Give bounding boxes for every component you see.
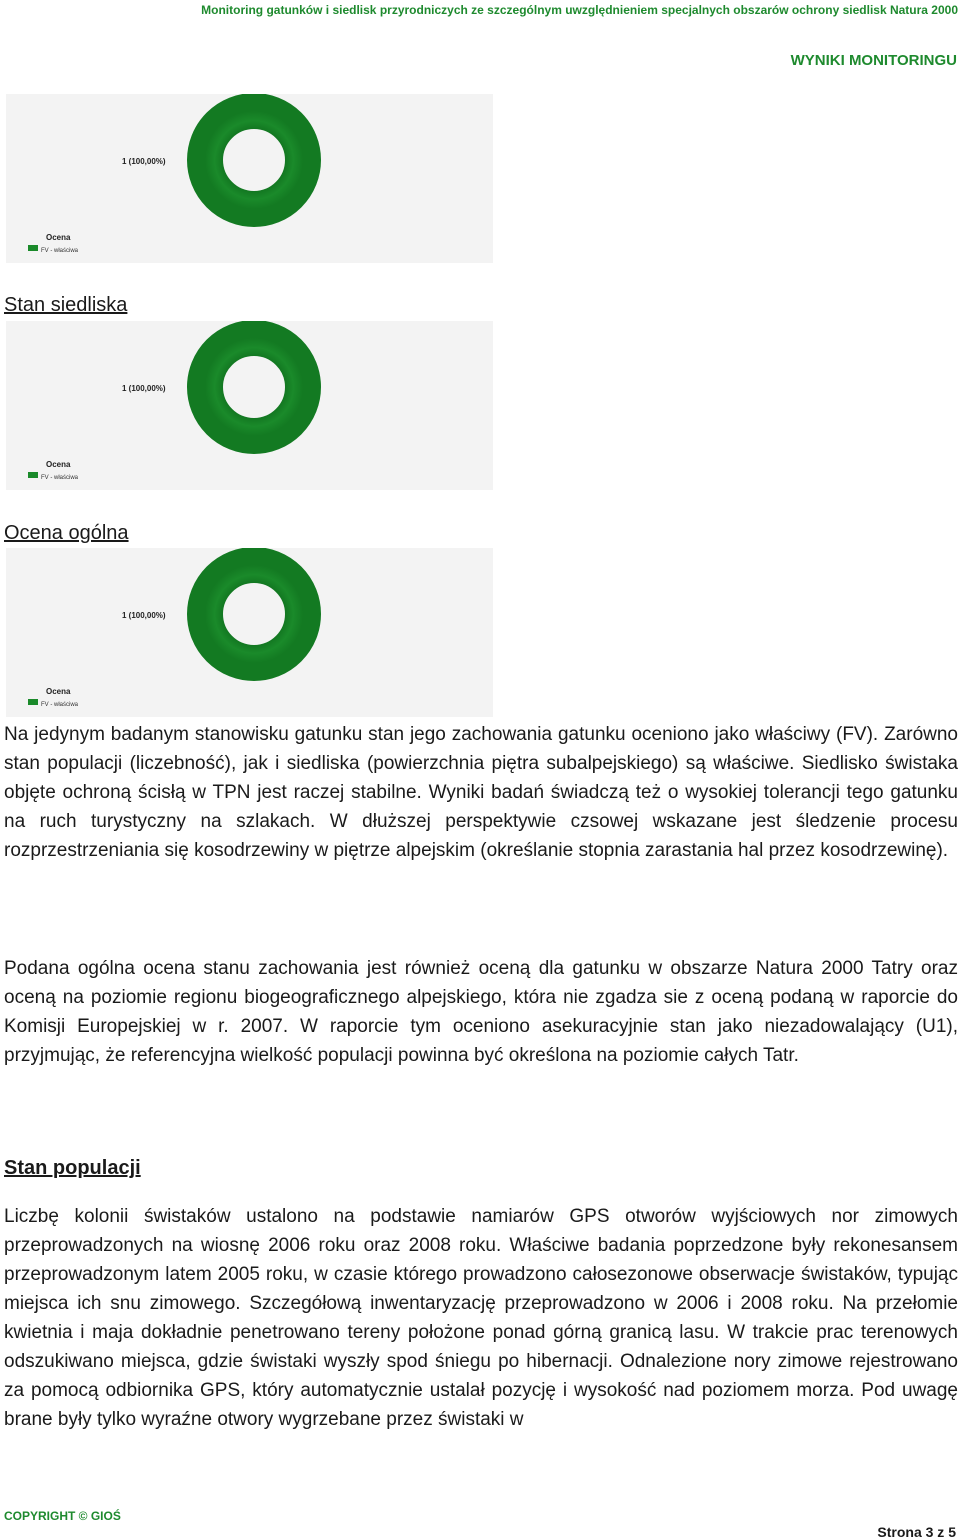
donut-data-label: 1 (100,00%) <box>122 384 166 393</box>
document-title-header: Monitoring gatunków i siedlisk przyrodniczych ze szczególnym uwzględnieniem specjalnych obszarów ochrony siedlisk Natura 2000 <box>201 3 958 17</box>
donut-chart-svg <box>6 321 493 490</box>
paragraph-natura: Podana ogólna ocena stanu zachowania jest również oceną dla gatunku w obszarze Natura 2000 Tatry oraz oceną na poziomie regionu biogeograficznego alpejskiego, która nie zgadza sie z oceną podaną w raporcie do Komisji Europejskiej w r. 2007. W raporcie tym oceniono asekuracyjnie stan jako niezadowalający (U1), przyjmując, że referencyjna wielkość populacji powinna być określona na poziomie całych Tatr. <box>4 958 958 1066</box>
legend-title: Ocena <box>46 687 71 696</box>
donut-slice-fv <box>205 338 303 436</box>
legend-swatch-fv <box>28 699 38 705</box>
page-number: Strona 3 z 5 <box>877 1524 956 1540</box>
legend-swatch-fv <box>28 245 38 251</box>
donut-chart-svg <box>6 548 493 717</box>
legend-item-fv: FV - właściwa <box>41 475 79 481</box>
donut-chart-overall <box>6 548 493 717</box>
legend-title: Ocena <box>46 460 71 469</box>
donut-data-label: 1 (100,00%) <box>122 611 166 620</box>
donut-chart-habitat <box>6 321 493 490</box>
donut-chart-population <box>6 94 493 263</box>
overall-assessment-link[interactable]: Ocena ogólna <box>4 522 129 544</box>
donut-slice-fv <box>205 111 303 209</box>
legend-swatch-fv <box>28 472 38 478</box>
donut-data-label: 1 (100,00%) <box>122 157 166 166</box>
legend-item-fv: FV - właściwa <box>41 248 79 254</box>
donut-chart-svg <box>6 94 493 263</box>
section-header: WYNIKI MONITORINGU <box>790 52 957 69</box>
habitat-state-link[interactable]: Stan siedliska <box>4 294 128 316</box>
population-heading: Stan populacji <box>4 1157 141 1179</box>
paragraph-assessment: Na jedynym badanym stanowisku gatunku stan jego zachowania gatunku oceniono jako właściwy (FV). Zarówno stan populacji (liczebność), jak i siedliska (powierzchnia piętra subalpejskiego) są właściwe. Siedlisko świstaka objęte ochroną ścisłą w TPN jest raczej stabilne. Wyniki badań świadczą też o wysokiej tolerancji tego gatunku na ruch turystyczny na szlakach. W dłuższej perspektywie czsowej wskazane jest śledzenie procesu rozprzestrzeniania się kosodrzewiny w piętrze alpejskim (określanie stopnia zarastania hal przez kosodrzewinę). <box>4 724 958 861</box>
legend-title: Ocena <box>46 233 71 242</box>
donut-slice-fv <box>205 565 303 663</box>
legend-item-fv: FV - właściwa <box>41 702 79 708</box>
copyright-footer: COPYRIGHT © GIOŚ <box>4 1509 121 1523</box>
paragraph-population: Liczbę kolonii świstaków ustalono na podstawie namiarów GPS otworów wyjściowych nor zimowych przeprowadzonych na wiosnę 2006 roku oraz 2008 roku. Właściwe badania poprzedzone były rekonesansem przeprowadzonym latem 2005 roku, w czasie którego prowadzono całosezonowe obserwacje świstaków, typując miejsca ich snu zimowego. Szczegółową inwentaryzację przeprowadzono w 2006 i 2008 roku. Na przełomie kwietnia i maja dokładnie penetrowano tereny położone ponad górną granicą lasu. W trakcie prac terenowych odszukiwano miejsca, gdzie świstaki wyszły spod śniegu po hibernacji. Odnalezione nory zimowe rejestrowano za pomocą odbiornika GPS, który automatycznie ustalał pozycję i wysokość nad poziomem morza. Pod uwagę brane były tylko wyraźne otwory wygrzebane przez świstaki w <box>4 1206 958 1430</box>
